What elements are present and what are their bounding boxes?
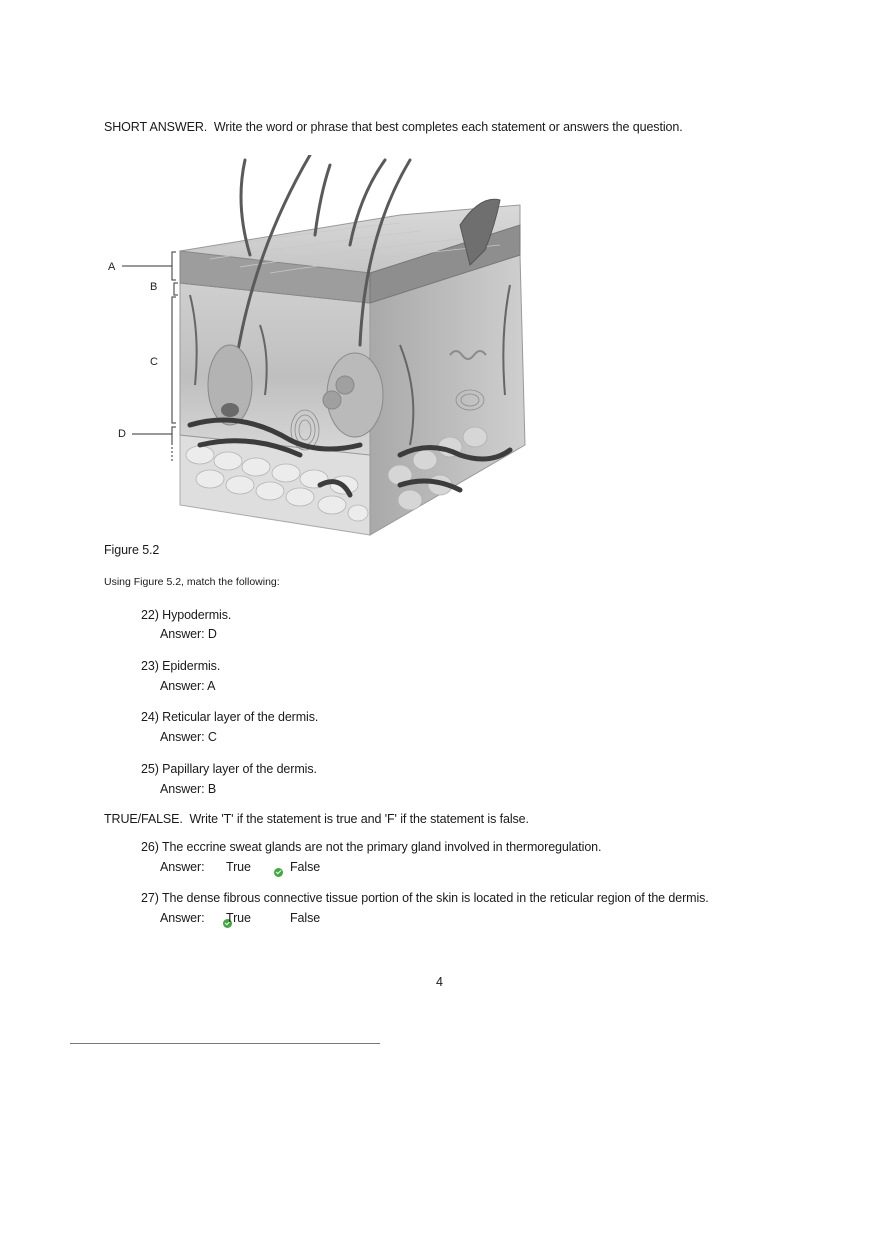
section-heading: TRUE/FALSE. (104, 812, 183, 826)
figure-prompt: Using Figure 5.2, match the following: (104, 576, 280, 588)
answer-25 (160, 782, 216, 796)
answer-label: Answer: (160, 679, 205, 693)
true-false-instructions (104, 812, 529, 826)
label-a: A (108, 261, 116, 273)
option-true: True (226, 911, 251, 925)
answer-value: C (207, 730, 217, 744)
question-number: 24) (141, 710, 159, 724)
label-d: D (118, 428, 126, 440)
skin-diagram (100, 155, 540, 545)
option-true: True (226, 860, 251, 874)
answer-22 (160, 627, 217, 641)
page-number: 4 (436, 975, 443, 989)
option-false: False (290, 911, 321, 925)
answer-label: Answer: (160, 627, 205, 641)
question-number: 25) (141, 762, 159, 776)
answer-label: Answer: (160, 860, 205, 874)
question-25 (141, 762, 317, 776)
figure-caption: Figure 5.2 (104, 543, 160, 557)
question-text: The dense fibrous connective tissue portion of the skin is located in the reticular region of the dermis. (161, 891, 709, 905)
answer-24 (160, 730, 217, 744)
label-b: B (150, 281, 158, 293)
answer-23 (160, 679, 215, 693)
question-27 (141, 891, 709, 905)
label-c: C (150, 356, 158, 368)
section-instruction: Write the word or phrase that best completes each statement or answers the question. (213, 120, 683, 134)
check-icon (274, 868, 283, 877)
question-text: The eccrine sweat glands are not the primary gland involved in thermoregulation. (161, 840, 602, 854)
option-false: False (290, 860, 321, 874)
footer-rule (70, 1043, 380, 1044)
answer-value: B (207, 782, 217, 796)
question-text: Papillary layer of the dermis. (162, 762, 317, 776)
question-23 (141, 659, 220, 673)
answer-label: Answer: (160, 782, 205, 796)
question-number: 22) (141, 608, 159, 622)
question-number: 23) (141, 659, 159, 673)
question-text: Hypodermis. (162, 608, 232, 622)
question-number: 26) (141, 840, 159, 854)
answer-label: Answer: (160, 911, 205, 925)
short-answer-instructions (104, 120, 683, 134)
question-text: Reticular layer of the dermis. (162, 710, 319, 724)
section-heading: SHORT ANSWER. (104, 120, 208, 134)
answer-label: Answer: (160, 730, 205, 744)
question-26 (141, 840, 601, 854)
question-22 (141, 608, 231, 622)
question-text: Epidermis. (162, 659, 221, 673)
section-instruction: Write 'T' if the statement is true and 'F' if the statement is false. (189, 812, 529, 826)
answer-value: D (207, 627, 217, 641)
answer-value: A (207, 679, 216, 693)
question-number: 27) (141, 891, 159, 905)
question-24 (141, 710, 318, 724)
